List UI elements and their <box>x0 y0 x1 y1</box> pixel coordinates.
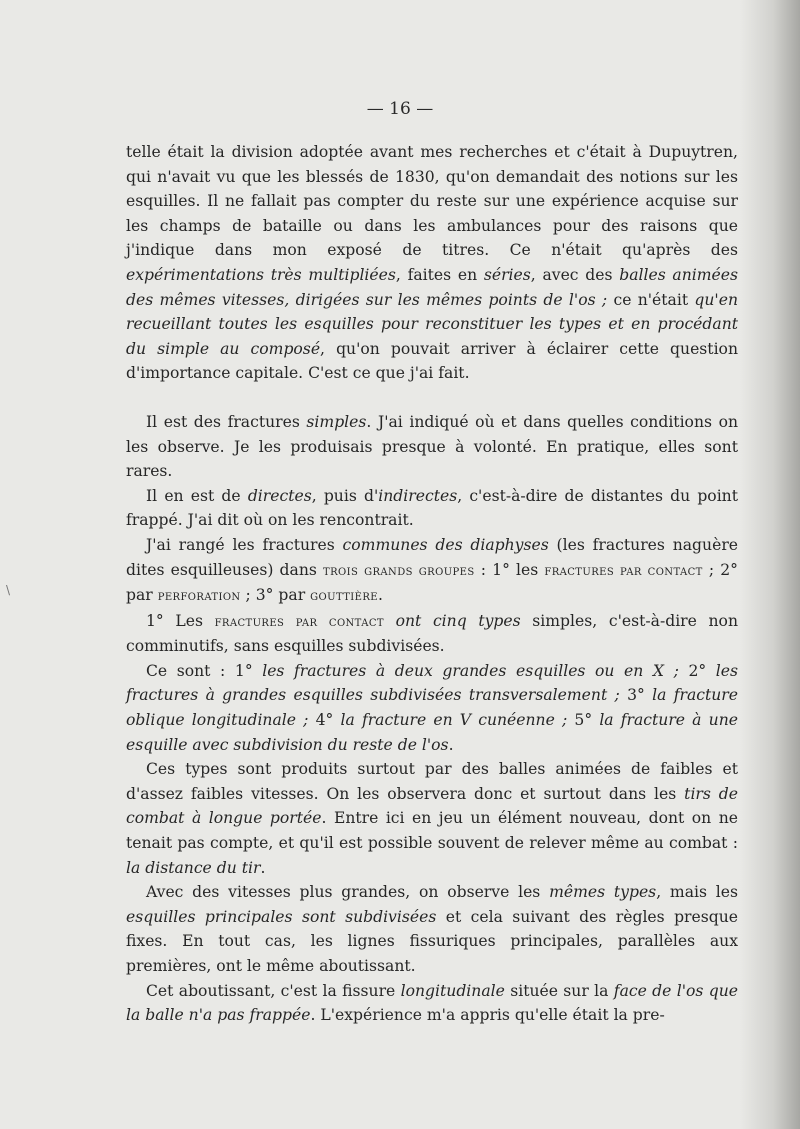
text-run: Il est des fractures <box>146 412 307 431</box>
text-run: 5° <box>567 711 600 730</box>
text-run: 2° <box>678 661 716 680</box>
paragraph <box>126 659 738 757</box>
small-caps-run: fractures par contact <box>214 613 384 630</box>
text-run: Ces types sont produits surtout par des balles animées de faibles et d'assez faibles vitesses. On les observera donc et surtout dans les <box>126 760 738 803</box>
italic-run: balles animées des mêmes vitesses, dirigées sur les mêmes points de l'os ; <box>126 265 739 309</box>
margin-mark: \ <box>6 583 11 597</box>
italic-run: les fractures à grandes esquilles subdivisées transversalement ; <box>126 661 738 705</box>
italic-run: indirectes <box>378 486 458 505</box>
text-run: Ce sont : 1° <box>146 661 263 680</box>
text-run: 3° <box>619 686 653 705</box>
paragraph <box>126 533 738 609</box>
text-run: . <box>448 735 454 754</box>
text-run: , c'est-à-dire de distantes du point frappé. J'ai dit où on les rencontrait. <box>126 486 738 530</box>
text-run: ce n'était <box>607 290 695 309</box>
text-run: telle était la division adoptée avant mes recherches et c'était à Dupuytren, qui n'avait vu que les blessés de 1830, qu'on demandait des notions sur les esquilles. Il ne fallait pas compter du reste sur une expérience acquise sur les champs de bataille ou dans les ambulances pour des raisons que j'indique dans mon exposé de titres. Ce n'était qu'après des <box>126 143 738 260</box>
italic-run: la distance du tir <box>126 858 261 877</box>
italic-run: expérimentations très multipliées <box>126 265 396 284</box>
text-run: : 1° les <box>474 560 545 579</box>
text-run: , puis d' <box>311 486 379 505</box>
italic-run: mêmes types <box>549 883 657 902</box>
italic-run: la fracture en V cunéenne ; <box>340 711 568 730</box>
text-run: , avec des <box>530 265 620 284</box>
text-run: Il en est de <box>146 486 248 505</box>
text-run: simples, c'est-à-dire non comminutifs, sans esquilles subdivisées. <box>126 611 738 656</box>
small-caps-run: perforation <box>157 588 241 605</box>
text-run: . <box>260 858 266 877</box>
paragraph <box>126 484 738 533</box>
text-run: J'ai rangé les fractures <box>146 535 343 554</box>
paragraph <box>126 609 738 659</box>
small-caps-run: fractures par contact <box>544 562 703 579</box>
italic-run: tirs de combat à longue portée <box>126 784 738 828</box>
italic-run: directes <box>247 486 312 505</box>
text-run: , faites en <box>395 265 484 284</box>
small-caps-run: gouttière <box>310 588 378 605</box>
italic-run: simples <box>306 412 367 431</box>
italic-run: les fractures à deux grandes esquilles ou en X ; <box>262 661 679 680</box>
italic-run: ont cinq types <box>395 611 521 630</box>
italic-run: la fracture à une esquille avec subdivision du reste de l'os <box>126 711 738 754</box>
text-run: (les fractures naguère dites esquilleuses) dans <box>126 535 738 579</box>
italic-run: qu'en recueillant toutes les esquilles pour reconstituer les types et en procédant du simple au composé <box>126 290 738 358</box>
text-run: 4° <box>308 711 341 730</box>
paragraph <box>126 757 738 880</box>
text-run: 1° Les <box>146 611 215 630</box>
body-text <box>126 140 738 1028</box>
italic-run: esquilles principales sont subdivisées <box>126 907 437 926</box>
paragraph <box>126 410 738 484</box>
italic-run: face de l'os que la balle n'a pas frappée <box>126 981 738 1025</box>
paragraph <box>126 880 738 978</box>
paragraph <box>126 140 738 386</box>
text-run: , qu'on pouvait arriver à éclairer cette question d'importance capitale. C'est ce que j'ai fait. <box>126 339 738 383</box>
page-edge-shadow <box>740 0 800 1129</box>
text-run: Cet aboutissant, c'est la fissure <box>146 981 401 1000</box>
small-caps-run: trois grands groupes <box>323 562 475 579</box>
text-run: située sur la <box>504 981 614 1000</box>
italic-run: communes des diaphyses <box>342 535 549 554</box>
paragraph <box>126 979 738 1028</box>
text-run: et cela suivant des règles presque fixes. En tout cas, les lignes fissuriques principales, parallèles aux premières, ont le même aboutissant. <box>126 907 738 975</box>
text-run: ; 3° par <box>240 586 311 605</box>
text-run: . L'expérience m'a appris qu'elle était la pre- <box>310 1006 665 1025</box>
italic-run: la fracture oblique longitudinale ; <box>126 686 738 730</box>
page-number: — 16 — <box>366 99 434 119</box>
text-run: . <box>377 586 383 605</box>
italic-run: longitudinale <box>400 981 505 1000</box>
italic-run: séries <box>483 265 531 284</box>
text-run: . J'ai indiqué où et dans quelles conditions on les observe. Je les produisais presque à volonté. En pratique, elles sont rares. <box>126 412 739 481</box>
text-run <box>384 612 396 630</box>
text-run: Avec des vitesses plus grandes, on observe les <box>146 883 550 902</box>
text-run: ; 2° par <box>126 560 738 605</box>
text-run: , mais les <box>656 883 738 902</box>
text-run: . Entre ici en jeu un élément nouveau, dont on ne tenait pas compte, et qu'il est possible souvent de relever même au combat : <box>126 809 738 853</box>
